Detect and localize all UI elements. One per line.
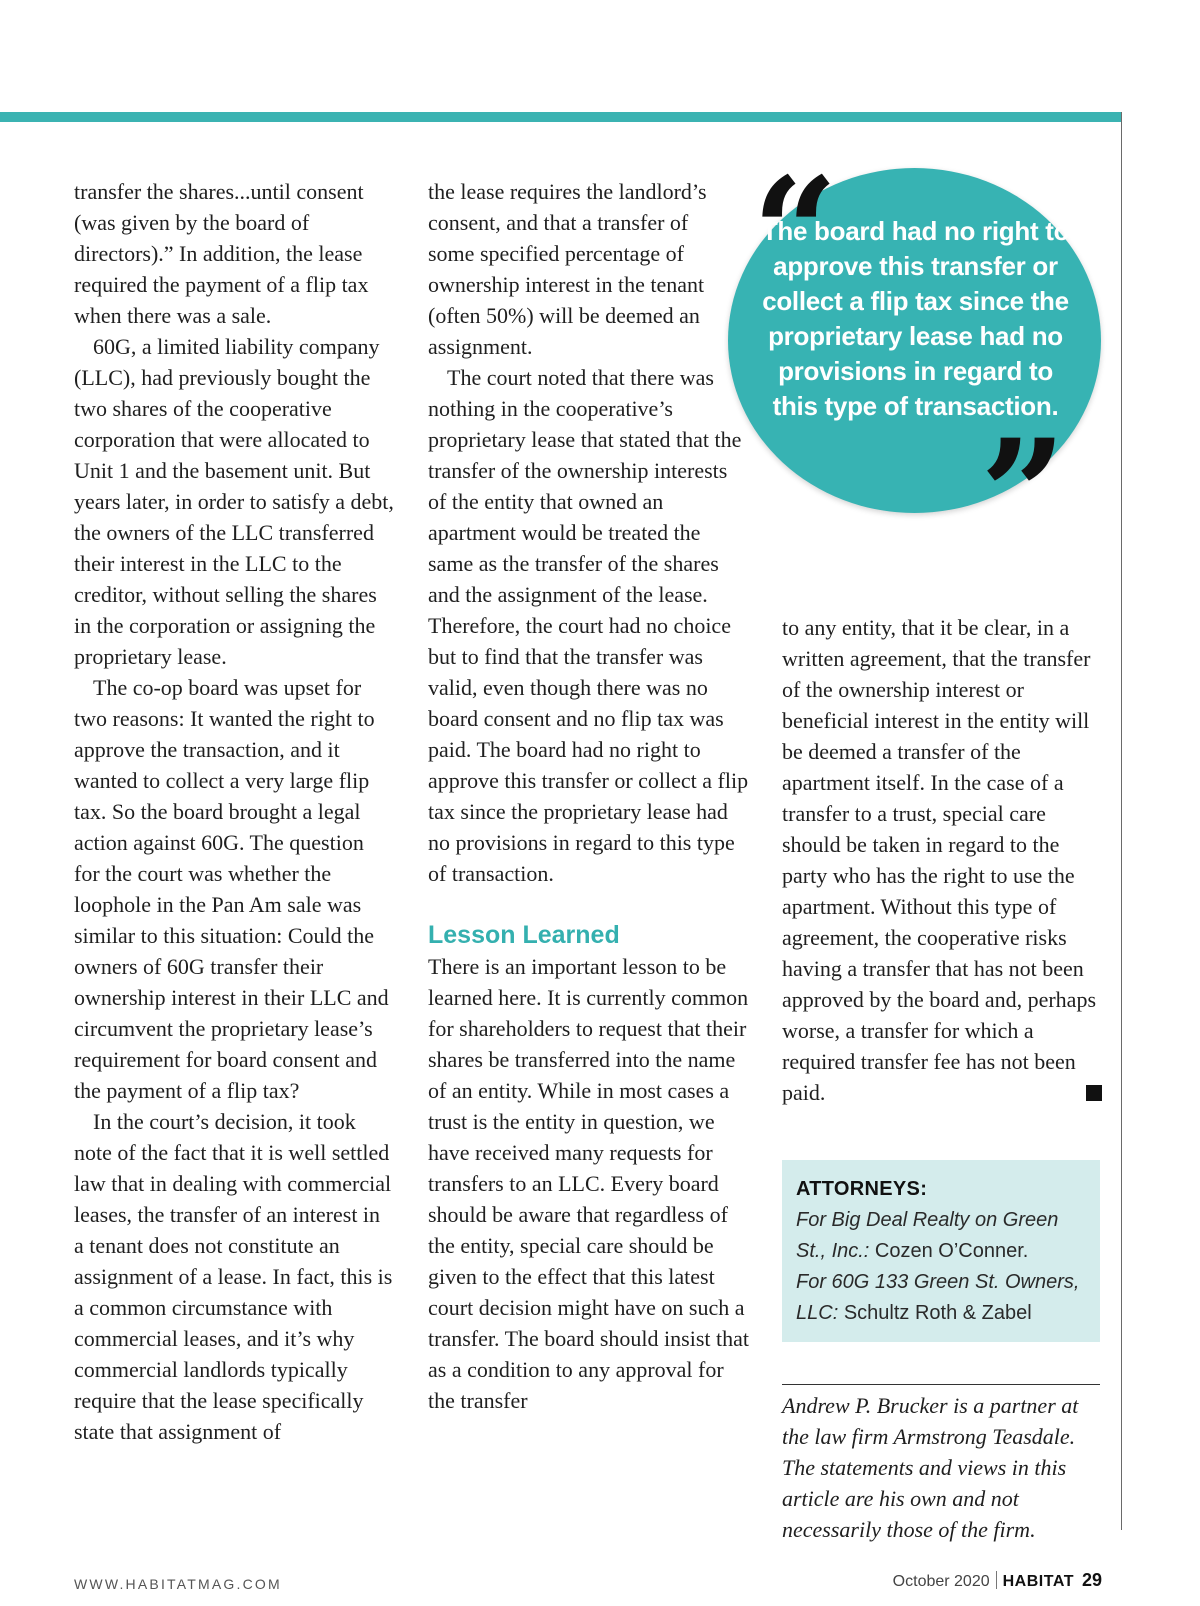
law-firm: Cozen O’Conner. bbox=[874, 1240, 1029, 1262]
law-firm: Schultz Roth & Zabel bbox=[843, 1302, 1032, 1324]
end-of-article-mark bbox=[1086, 1085, 1102, 1101]
paragraph: The co-op board was upset for two reasons: It wanted the right to approve the transaction, and it wanted to collect a very large flip tax. So the board brought a legal action against 60G. The question for the court was whether the loophole in the Pan Am sale was similar to this situation: Could the owners of 60G transfer their ownership interest in their LLC and circumvent the proprietary lease’s requirement for board consent and the payment of a flip tax? bbox=[74, 675, 389, 1103]
attorney-entry bbox=[796, 1205, 1086, 1267]
attorneys-heading: ATTORNEYS: bbox=[796, 1178, 928, 1200]
party-label: For Big Deal Realty on Green St., Inc.: bbox=[796, 1209, 1059, 1262]
paragraph-text: to any entity, that it be clear, in a written agreement, that the transfer of the ownership interest or beneficial interest in the entity will be deemed a transfer of the apartment itself. In the case of a transfer to a trust, special care should be taken in regard to the party who has the right to use the apartment. Without this type of agreement, the cooperative risks having a transfer that has not been approved by the board and, perhaps worse, a transfer for which a required transfer fee has not been paid. bbox=[782, 615, 1097, 1105]
article-column-3 bbox=[782, 612, 1102, 1108]
footer-divider bbox=[996, 1571, 997, 1589]
paragraph: There is an important lesson to be learned here. It is currently common for shareholders to request that their shares be transferred into the name of an entity. While in most cases a trust is the entity in question, we have received many requests for transfers to an LLC. Every board should be aware that regardless of the entity, special care should be given to the effect that this latest court decision might have on such a transfer. The board should insist that as a condition to any approval for the transfer bbox=[428, 954, 749, 1413]
open-quote-icon: “ bbox=[752, 145, 839, 321]
paragraph bbox=[782, 612, 1102, 1108]
section-subhead: Lesson Learned bbox=[428, 921, 620, 949]
paragraph: The court noted that there was nothing in the cooperative’s proprietary lease that stated that the transfer of the ownership interests of the entity that owned an apartment would be treated the same as the transfer of the shares and the assignment of the lease. Therefore, the court had no choice but to find that the transfer was valid, even though there was no board consent and no flip tax was paid. The board had no right to approve this transfer or collect a flip tax since the proprietary lease had no provisions in regard to this type of transaction. bbox=[428, 365, 749, 886]
header-accent-bar bbox=[0, 112, 1122, 122]
page-number: 29 bbox=[1081, 1570, 1102, 1590]
paragraph: 60G, a limited liability company (LLC), had previously bought the two shares of the cooperative corporation that were allocated to Unit 1 and the basement unit. But years later, in order to satisfy a debt, the owners of the LLC transferred their interest in the LLC to the creditor, without selling the shares in the corporation or assigning the proprietary lease. bbox=[74, 334, 394, 669]
article-column-2 bbox=[428, 176, 750, 1416]
pullquote-text: The board had no right to approve this transfer or collect a flip tax since the proprietary lease had no provisions in regard to this type of transaction. bbox=[761, 216, 1070, 421]
author-bio: Andrew P. Brucker is a partner at the law firm Armstrong Teasdale. The statements and views in this article are his own and not necessarily those of the firm. bbox=[782, 1393, 1079, 1542]
paragraph: transfer the shares...until consent (was given by the board of directors).” In addition, the lease required the payment of a flip tax when there was a sale. bbox=[74, 179, 369, 328]
article-column-1 bbox=[74, 176, 394, 1447]
paragraph: In the court’s decision, it took note of the fact that it is well settled law that in dealing with commercial leases, the transfer of an interest in a tenant does not constitute an assignment of a lease. In fact, this is a common circumstance with commercial leases, and it’s why commercial landlords typically require that the lease specifically state that assignment of bbox=[74, 1109, 393, 1444]
magazine-name: HABITAT bbox=[1002, 1573, 1074, 1590]
issue-date: October 2020 bbox=[892, 1573, 990, 1590]
party-label: For 60G 133 Green St. Owners, LLC: bbox=[796, 1271, 1080, 1324]
attorneys-box bbox=[782, 1160, 1100, 1342]
attorney-entry bbox=[796, 1267, 1086, 1329]
page-edge-rule bbox=[1121, 112, 1122, 1530]
footer-website: WWW.HABITATMAG.COM bbox=[74, 1576, 282, 1592]
close-quote-icon: ” bbox=[980, 407, 1067, 583]
footer-issue-info bbox=[893, 1570, 1102, 1591]
paragraph: the lease requires the landlord’s consent, and that a transfer of some specified percentage of ownership interest in the tenant (often 50%) will be deemed an assignment. bbox=[428, 179, 707, 359]
bio-divider bbox=[782, 1384, 1100, 1385]
